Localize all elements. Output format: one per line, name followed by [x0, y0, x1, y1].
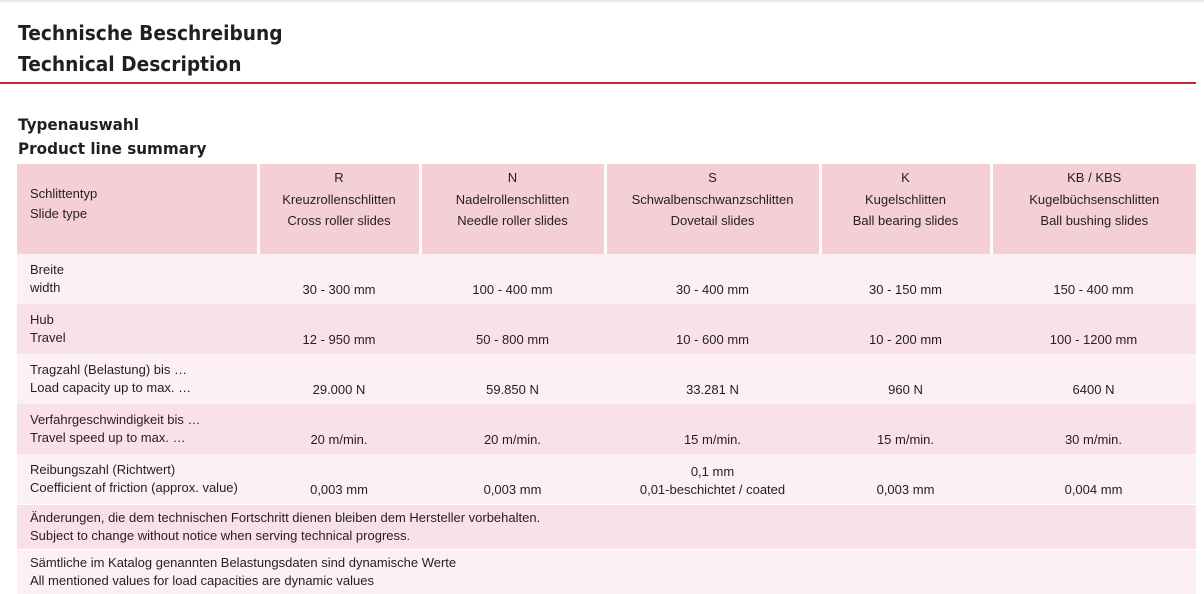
row-label-en: width	[30, 279, 258, 297]
title-divider	[0, 82, 1196, 84]
header-code: S	[607, 167, 819, 189]
table-cell: 29.000 N	[258, 354, 420, 404]
header-name-de: Nadelrollenschlitten	[422, 189, 604, 211]
table-row-width	[17, 254, 1196, 304]
header-name-en: Needle roller slides	[422, 210, 604, 232]
note-de: Sämtliche im Katalog genannten Belastungsdaten sind dynamische Werte	[30, 554, 1196, 572]
row-label-de: Verfahrgeschwindigkeit bis …	[30, 411, 258, 429]
header-name-en: Ball bushing slides	[993, 210, 1197, 232]
page-title-en: Technical Description	[18, 49, 283, 80]
table-cell: 0,003 mm	[820, 454, 991, 505]
header-code: KB / KBS	[993, 167, 1197, 189]
header-name-en: Cross roller slides	[260, 210, 419, 232]
top-border	[0, 0, 1204, 2]
row-label	[17, 254, 258, 304]
row-label	[17, 454, 258, 505]
table-cell-line: 0,01-beschichtet / coated	[605, 481, 820, 499]
row-label-en: Travel speed up to max. …	[30, 429, 258, 447]
table-cell-line: 0,1 mm	[605, 463, 820, 481]
header-label-cell	[17, 164, 258, 254]
table-cell: 30 m/min.	[991, 404, 1196, 454]
header-col-kb	[991, 164, 1196, 254]
table-cell: 10 - 200 mm	[820, 304, 991, 354]
header-name-de: Kreuzrollenschlitten	[260, 189, 419, 211]
section-title	[18, 113, 216, 161]
note-row-dynamic-values	[17, 550, 1196, 594]
table-cell: 30 - 300 mm	[258, 254, 420, 304]
table-row-friction	[17, 454, 1196, 505]
header-code: N	[422, 167, 604, 189]
header-code: R	[260, 167, 419, 189]
section-title-de: Typenauswahl	[18, 113, 206, 137]
header-col-k	[820, 164, 991, 254]
table-row-load-capacity	[17, 354, 1196, 404]
table-cell: 0,003 mm	[258, 454, 420, 505]
table-cell: 15 m/min.	[820, 404, 991, 454]
note-en: All mentioned values for load capacities are dynamic values	[30, 572, 1196, 590]
table-cell: 50 - 800 mm	[420, 304, 605, 354]
header-name-de: Schwalbenschwanzschlitten	[607, 189, 819, 211]
header-col-s	[605, 164, 820, 254]
table-cell: 0,003 mm	[420, 454, 605, 505]
note-row-changes	[17, 505, 1196, 550]
row-label	[17, 404, 258, 454]
table-cell: 12 - 950 mm	[258, 304, 420, 354]
table-cell: 150 - 400 mm	[991, 254, 1196, 304]
table-cell: 100 - 400 mm	[420, 254, 605, 304]
row-label-en: Coefficient of friction (approx. value)	[30, 479, 258, 497]
table-cell: 20 m/min.	[420, 404, 605, 454]
row-label-en: Load capacity up to max. …	[30, 379, 258, 397]
table-cell: 20 m/min.	[258, 404, 420, 454]
table-row-travel-speed	[17, 404, 1196, 454]
table-cell: 100 - 1200 mm	[991, 304, 1196, 354]
table-row-travel	[17, 304, 1196, 354]
table-cell: 10 - 600 mm	[605, 304, 820, 354]
table-cell: 33.281 N	[605, 354, 820, 404]
section-title-en: Product line summary	[18, 137, 206, 161]
row-label-de: Tragzahl (Belastung) bis …	[30, 361, 258, 379]
header-col-n	[420, 164, 605, 254]
table-cell: 960 N	[820, 354, 991, 404]
note-en: Subject to change without notice when serving technical progress.	[30, 527, 1196, 545]
row-label	[17, 304, 258, 354]
row-label-de: Hub	[30, 311, 258, 329]
header-name-en: Dovetail slides	[607, 210, 819, 232]
note-cell	[17, 550, 1196, 594]
header-label-en: Slide type	[30, 204, 257, 224]
row-label-en: Travel	[30, 329, 258, 347]
note-cell	[17, 505, 1196, 550]
table-cell: 30 - 400 mm	[605, 254, 820, 304]
header-code: K	[822, 167, 990, 189]
row-label-de: Breite	[30, 261, 258, 279]
row-label	[17, 354, 258, 404]
product-line-table	[17, 164, 1196, 594]
table-cell: 15 m/min.	[605, 404, 820, 454]
table-header-row	[17, 164, 1196, 254]
page-title-de: Technische Beschreibung	[18, 18, 283, 49]
table-cell: 6400 N	[991, 354, 1196, 404]
header-name-de: Kugelbüchsenschlitten	[993, 189, 1197, 211]
page-title	[18, 18, 302, 80]
table-cell: 0,004 mm	[991, 454, 1196, 505]
header-name-en: Ball bearing slides	[822, 210, 990, 232]
note-de: Änderungen, die dem technischen Fortschritt dienen bleiben dem Hersteller vorbehalten.	[30, 509, 1196, 527]
table-cell: 30 - 150 mm	[820, 254, 991, 304]
row-label-de: Reibungszahl (Richtwert)	[30, 461, 258, 479]
table-cell: 59.850 N	[420, 354, 605, 404]
header-label-de: Schlittentyp	[30, 184, 257, 204]
header-name-de: Kugelschlitten	[822, 189, 990, 211]
header-col-r	[258, 164, 420, 254]
table-cell	[605, 454, 820, 505]
